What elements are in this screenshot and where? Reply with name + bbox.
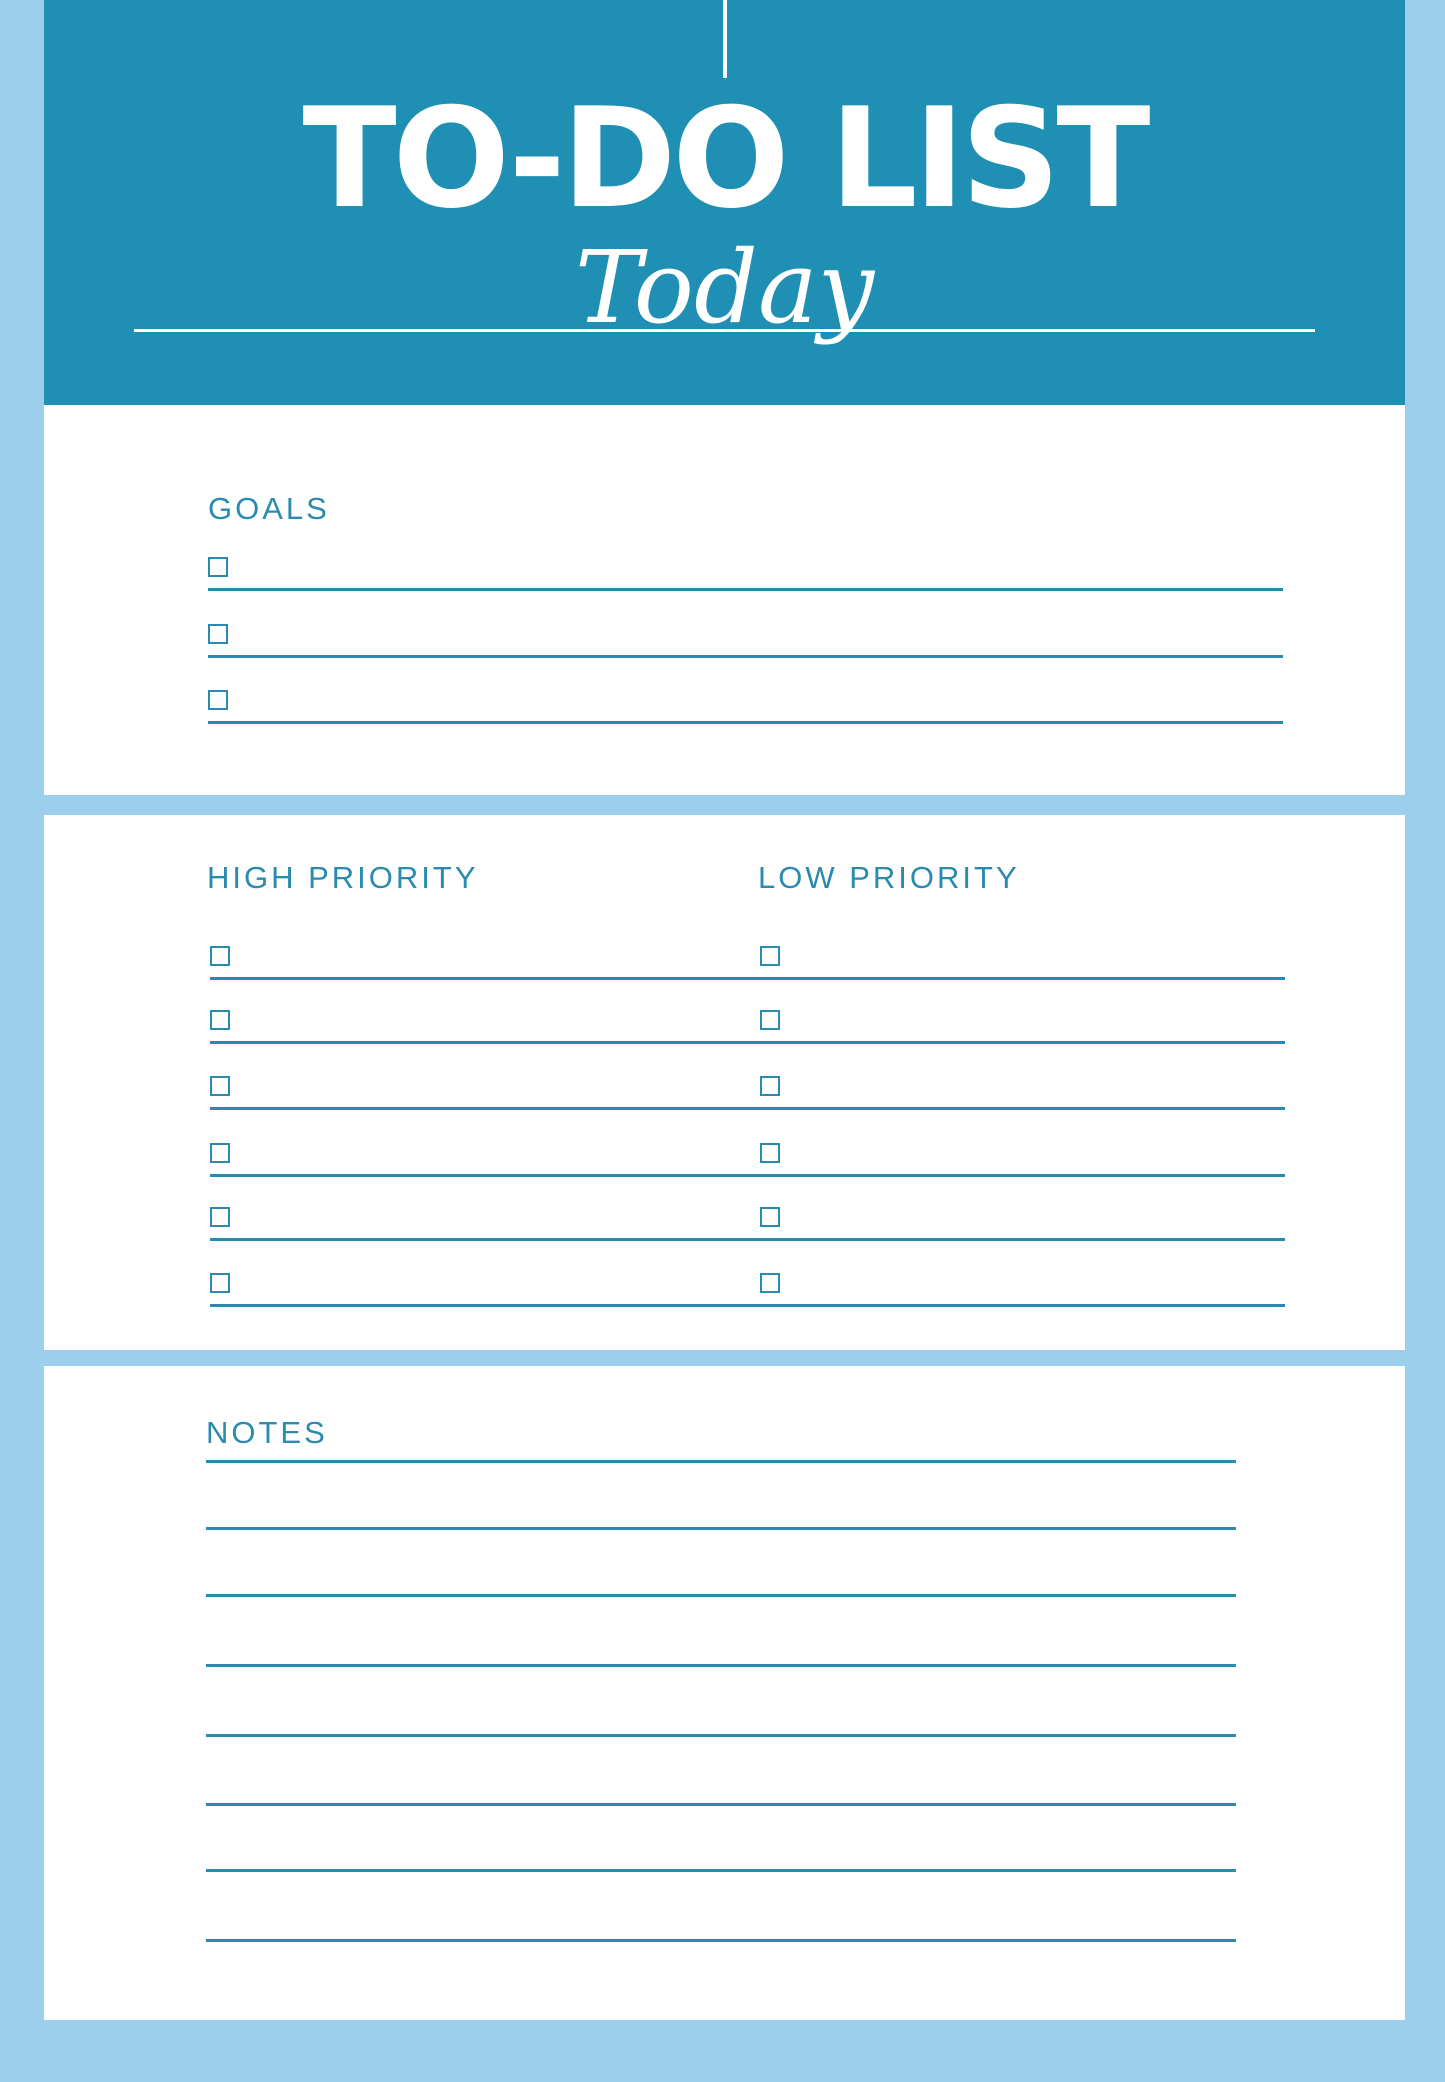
- write-line: [210, 1304, 760, 1307]
- goal-row-2[interactable]: [208, 618, 1283, 658]
- checkbox[interactable]: [208, 557, 228, 577]
- checkbox[interactable]: [760, 1207, 780, 1227]
- write-line: [210, 1041, 760, 1044]
- today-script-text: Today: [574, 229, 875, 346]
- notes-line[interactable]: [206, 1803, 1236, 1806]
- checkbox[interactable]: [760, 1273, 780, 1293]
- checkbox[interactable]: [210, 1273, 230, 1293]
- notes-line[interactable]: [206, 1734, 1236, 1737]
- checkbox[interactable]: [760, 1076, 780, 1096]
- checkbox[interactable]: [210, 1143, 230, 1163]
- checkbox[interactable]: [208, 624, 228, 644]
- goals-panel: [44, 405, 1405, 795]
- high-priority-row-3[interactable]: [210, 1070, 760, 1110]
- goals-label: GOALS: [208, 491, 330, 526]
- write-line: [210, 977, 760, 980]
- header-banner: [44, 0, 1405, 405]
- write-line: [760, 1041, 1285, 1044]
- notes-panel: [44, 1366, 1405, 2020]
- low-priority-row-6[interactable]: [760, 1267, 1285, 1307]
- write-line: [760, 1304, 1285, 1307]
- header-tick-mark: [723, 0, 727, 78]
- high-priority-row-1[interactable]: [210, 940, 760, 980]
- write-line: [760, 1238, 1285, 1241]
- high-priority-label: HIGH PRIORITY: [207, 860, 479, 895]
- checkbox[interactable]: [760, 946, 780, 966]
- write-line: [210, 1174, 760, 1177]
- notes-line[interactable]: [206, 1939, 1236, 1942]
- checkbox[interactable]: [210, 1010, 230, 1030]
- write-line: [208, 721, 1283, 724]
- low-priority-row-3[interactable]: [760, 1070, 1285, 1110]
- notes-line[interactable]: [206, 1869, 1236, 1872]
- low-priority-label: LOW PRIORITY: [758, 860, 1020, 895]
- write-line: [210, 1107, 760, 1110]
- notes-line[interactable]: [206, 1664, 1236, 1667]
- write-line: [210, 1238, 760, 1241]
- checkbox[interactable]: [210, 1076, 230, 1096]
- priority-panel: [44, 815, 1405, 1350]
- high-priority-row-5[interactable]: [210, 1201, 760, 1241]
- write-line: [208, 655, 1283, 658]
- notes-line[interactable]: [206, 1460, 1236, 1463]
- high-priority-row-6[interactable]: [210, 1267, 760, 1307]
- checkbox[interactable]: [210, 946, 230, 966]
- write-line: [208, 588, 1283, 591]
- checkbox[interactable]: [760, 1010, 780, 1030]
- checkbox[interactable]: [208, 690, 228, 710]
- notes-label: NOTES: [206, 1415, 328, 1450]
- notes-line[interactable]: [206, 1594, 1236, 1597]
- write-line: [760, 1174, 1285, 1177]
- low-priority-row-4[interactable]: [760, 1137, 1285, 1177]
- checkbox[interactable]: [210, 1207, 230, 1227]
- checkbox[interactable]: [760, 1143, 780, 1163]
- goal-row-3[interactable]: [208, 684, 1283, 724]
- low-priority-row-2[interactable]: [760, 1004, 1285, 1044]
- goal-row-1[interactable]: [208, 551, 1283, 591]
- write-line: [760, 977, 1285, 980]
- low-priority-row-5[interactable]: [760, 1201, 1285, 1241]
- notes-line[interactable]: [206, 1527, 1236, 1530]
- write-line: [760, 1107, 1285, 1110]
- high-priority-row-2[interactable]: [210, 1004, 760, 1044]
- low-priority-row-1[interactable]: [760, 940, 1285, 980]
- page-title: TO-DO LIST: [302, 78, 1147, 239]
- high-priority-row-4[interactable]: [210, 1137, 760, 1177]
